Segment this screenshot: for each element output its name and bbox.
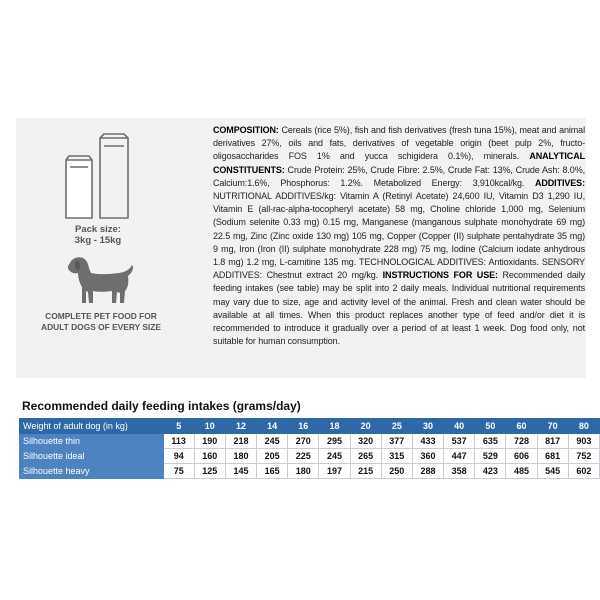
- table-cell: 728: [506, 434, 537, 449]
- table-row: [20, 434, 600, 449]
- weight-header-cell: 80: [568, 419, 599, 434]
- additives-heading: ADDITIVES:: [534, 177, 585, 188]
- table-cell: 125: [194, 464, 225, 479]
- table-cell: 180: [225, 449, 256, 464]
- tagline: [36, 311, 166, 333]
- row-label: Silhouette thin: [20, 434, 164, 449]
- composition-text-block: [213, 124, 585, 348]
- composition-heading: COMPOSITION:: [213, 125, 279, 135]
- weight-header-cell: 14: [257, 419, 288, 434]
- weight-header-cell: 18: [319, 419, 350, 434]
- table-cell: 817: [537, 434, 568, 449]
- weight-header-cell: 50: [475, 419, 506, 434]
- row-label: Silhouette ideal: [20, 449, 164, 464]
- analytical-heading: ANALYTICAL CONSTITUENTS:: [213, 151, 585, 175]
- table-row: [20, 464, 600, 479]
- composition-text: Cereals (rice 5%), fish and fish derivatives (fresh tuna 15%), meat and animal derivatives 27%, oils and fats, derivatives of vegetable origin (beet pulp 2%, fructo-oligosaccharides FOS 1% and yucca schigidera 0.1%), minerals.: [213, 125, 585, 162]
- table-cell: 75: [163, 464, 194, 479]
- weight-header-cell: 30: [412, 419, 443, 434]
- table-cell: 245: [319, 449, 350, 464]
- table-cell: 545: [537, 464, 568, 479]
- weight-header-cell: 10: [194, 419, 225, 434]
- weight-header-cell: 5: [163, 419, 194, 434]
- table-cell: 215: [350, 464, 381, 479]
- table-cell: 190: [194, 434, 225, 449]
- weight-header-label: Weight of adult dog (in kg): [20, 419, 164, 434]
- table-cell: 250: [381, 464, 412, 479]
- table-cell: 635: [475, 434, 506, 449]
- table-cell: 529: [475, 449, 506, 464]
- table-cell: 288: [412, 464, 443, 479]
- pack-size-value: 3kg - 15kg: [74, 235, 122, 246]
- weight-header-cell: 16: [288, 419, 319, 434]
- table-cell: 265: [350, 449, 381, 464]
- row-label: Silhouette heavy: [20, 464, 164, 479]
- feeding-table: [19, 418, 600, 479]
- table-cell: 433: [412, 434, 443, 449]
- tagline-line1: COMPLETE PET FOOD FOR: [45, 311, 157, 321]
- table-cell: 225: [288, 449, 319, 464]
- weight-header-cell: 40: [444, 419, 475, 434]
- pack-size-label: [66, 224, 130, 246]
- table-cell: 485: [506, 464, 537, 479]
- additives-text: NUTRITIONAL ADDITIVES/kg: Vitamin A (Retinyl Acetate) 24,600 IU, Vitamin D3 1,290 IU, Vitamin E (all-rac-alpha-tocopheryl acetate) 58 mg, Choline chloride 1,000 mg, Selenium (Sodium selenite 0.33 mg) 0.15 mg, Manganese (manganous sulphate monohydrate 69 mg) 22.5 mg, Zinc (Zinc oxide 130 mg) 105 mg, Copper (Copper (II) sulphate pentahydrate 35 mg) 9 mg, Iron (Iron (II) sulphate monohydrate 228 mg) 75 mg, Iodine (Calcium iodate anhydrous 1.8 mg) 1.2 mg, L-carnitine 135 mg. TECHNOLOGICAL ADDITIVES: Antioxidants. SENSORY ADDITIVES: Chestnut extract 20 mg/kg.: [213, 191, 585, 281]
- table-cell: 160: [194, 449, 225, 464]
- table-cell: 423: [475, 464, 506, 479]
- weight-header-cell: 70: [537, 419, 568, 434]
- tagline-line2: ADULT DOGS OF EVERY SIZE: [41, 322, 161, 332]
- table-cell: 315: [381, 449, 412, 464]
- table-cell: 205: [257, 449, 288, 464]
- weight-header-cell: 12: [225, 419, 256, 434]
- table-cell: 94: [163, 449, 194, 464]
- table-cell: 752: [568, 449, 599, 464]
- table-cell: 245: [257, 434, 288, 449]
- table-cell: 606: [506, 449, 537, 464]
- table-cell: 447: [444, 449, 475, 464]
- table-cell: 602: [568, 464, 599, 479]
- instructions-text: Recommended daily feeding intakes (see table) may be split into 2 daily meals. Individual nutritional requirements may vary due to size, age and activity level of the animal. Fresh and clean water should be available at all times. When this product replaces another type of feed and/or diet it is recommended to introduce it gradually over a period of at least 1 week. Dog food only, not suitable for human consumption.: [213, 270, 585, 347]
- table-cell: 165: [257, 464, 288, 479]
- instructions-heading: INSTRUCTIONS FOR USE:: [382, 270, 498, 281]
- weight-header-cell: 25: [381, 419, 412, 434]
- table-cell: 903: [568, 434, 599, 449]
- feeding-table-header-row: [20, 419, 600, 434]
- table-cell: 295: [319, 434, 350, 449]
- table-cell: 270: [288, 434, 319, 449]
- table-cell: 358: [444, 464, 475, 479]
- table-cell: 537: [444, 434, 475, 449]
- table-cell: 113: [163, 434, 194, 449]
- table-cell: 218: [225, 434, 256, 449]
- food-bag-icon: [62, 130, 134, 222]
- table-cell: 377: [381, 434, 412, 449]
- table-cell: 320: [350, 434, 381, 449]
- table-cell: 360: [412, 449, 443, 464]
- pack-size-caption: Pack size:: [75, 224, 121, 235]
- table-cell: 681: [537, 449, 568, 464]
- table-cell: 145: [225, 464, 256, 479]
- feeding-table-title: Recommended daily feeding intakes (grams/day): [22, 399, 301, 413]
- table-row: [20, 449, 600, 464]
- analytical-text: Crude Protein: 25%, Crude Fibre: 2.5%, Crude Fat: 13%, Crude Ash: 8.0%, Calcium:1.6%, Phosphorus: 1.2%. Metabolized Energy: 3,910kcal/kg.: [213, 164, 585, 188]
- dog-silhouette-icon: [66, 255, 136, 305]
- table-cell: 197: [319, 464, 350, 479]
- weight-header-cell: 20: [350, 419, 381, 434]
- weight-header-cell: 60: [506, 419, 537, 434]
- table-cell: 180: [288, 464, 319, 479]
